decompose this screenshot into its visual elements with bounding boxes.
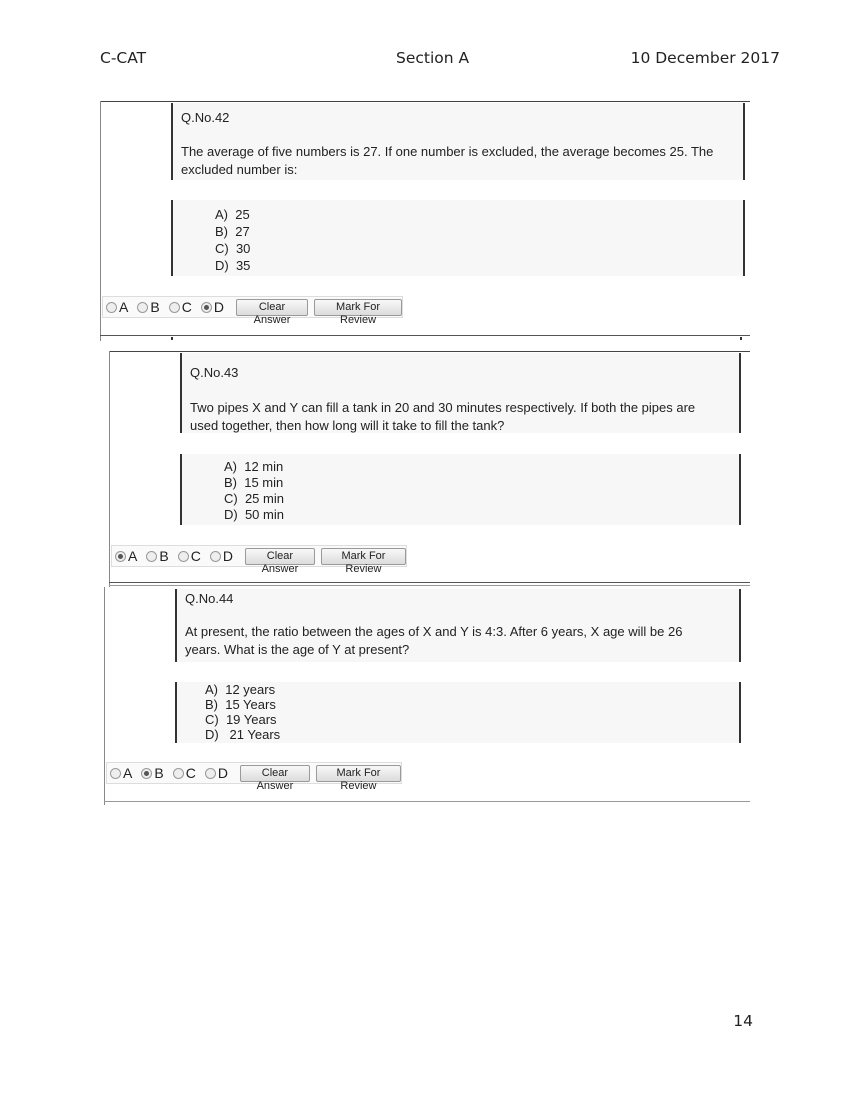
radio-d[interactable]: D <box>198 299 226 315</box>
option-c: C) 19 Years <box>205 712 277 727</box>
radio-selected-icon <box>201 302 212 313</box>
question-number: Q.No.44 <box>185 591 234 606</box>
radio-selected-icon <box>115 551 126 562</box>
answer-controls <box>111 545 407 575</box>
question-screenshot-43 <box>109 351 750 587</box>
radio-icon <box>173 768 184 779</box>
option-d: D) 50 min <box>224 507 284 522</box>
option-b: B) 15 min <box>224 475 284 490</box>
radio-c[interactable]: C <box>170 765 198 781</box>
radio-b[interactable]: B <box>143 548 170 564</box>
question-number: Q.No.43 <box>190 365 239 380</box>
radio-icon <box>169 302 180 313</box>
options-box <box>180 454 741 525</box>
option-b: B) 15 Years <box>205 697 276 712</box>
option-a: A) 25 <box>215 207 250 222</box>
radio-a[interactable]: A <box>107 765 134 781</box>
question-text: At present, the ratio between the ages of X and Y is 4:3. After 6 years, X age will be 26 years. What is the age of Y at present? <box>185 624 683 657</box>
question-text: The average of five numbers is 27. If one number is excluded, the average becomes 25. The excluded number is: <box>181 144 714 177</box>
radio-icon <box>210 551 221 562</box>
page-number: 14 <box>733 1012 753 1030</box>
options-box <box>171 200 745 276</box>
radio-icon <box>106 302 117 313</box>
radio-a[interactable]: A <box>103 299 130 315</box>
radio-icon <box>137 302 148 313</box>
question-screenshot-44 <box>104 587 750 805</box>
radio-d[interactable]: D <box>202 765 230 781</box>
option-a: A) 12 years <box>205 682 276 697</box>
option-b: B) 27 <box>215 224 250 239</box>
question-box <box>180 353 741 433</box>
header-center: Section A <box>396 49 470 67</box>
radio-b[interactable]: B <box>134 299 161 315</box>
radio-a[interactable]: A <box>112 548 139 564</box>
option-d: D) 35 <box>215 258 251 273</box>
radio-c[interactable]: C <box>166 299 194 315</box>
answer-controls <box>106 762 402 792</box>
radio-selected-icon <box>141 768 152 779</box>
option-d: D) 21 Years <box>205 727 281 742</box>
mark-for-review-button[interactable]: Mark For Review <box>316 765 401 782</box>
radio-d[interactable]: D <box>207 548 235 564</box>
question-box <box>171 103 745 180</box>
header-right: 10 December 2017 <box>630 49 780 67</box>
option-c: C) 25 min <box>224 491 284 506</box>
mark-for-review-button[interactable]: Mark For Review <box>321 548 406 565</box>
answer-controls <box>102 296 403 326</box>
radio-icon <box>110 768 121 779</box>
question-box <box>175 589 741 662</box>
clear-answer-button[interactable]: Clear Answer <box>240 765 310 782</box>
question-screenshot-42 <box>100 101 750 341</box>
question-number: Q.No.42 <box>181 110 230 125</box>
radio-b[interactable]: B <box>138 765 165 781</box>
clear-answer-button[interactable]: Clear Answer <box>236 299 308 316</box>
mark-for-review-button[interactable]: Mark For Review <box>314 299 402 316</box>
header-left: C-CAT <box>100 49 147 67</box>
options-box <box>175 682 741 743</box>
clear-answer-button[interactable]: Clear Answer <box>245 548 315 565</box>
option-c: C) 30 <box>215 241 251 256</box>
option-a: A) 12 min <box>224 459 284 474</box>
radio-icon <box>146 551 157 562</box>
radio-icon <box>178 551 189 562</box>
radio-icon <box>205 768 216 779</box>
question-text: Two pipes X and Y can fill a tank in 20 and 30 minutes respectively. If both the pipes are used together, then how long will it take to fill the tank? <box>190 400 696 433</box>
radio-c[interactable]: C <box>175 548 203 564</box>
